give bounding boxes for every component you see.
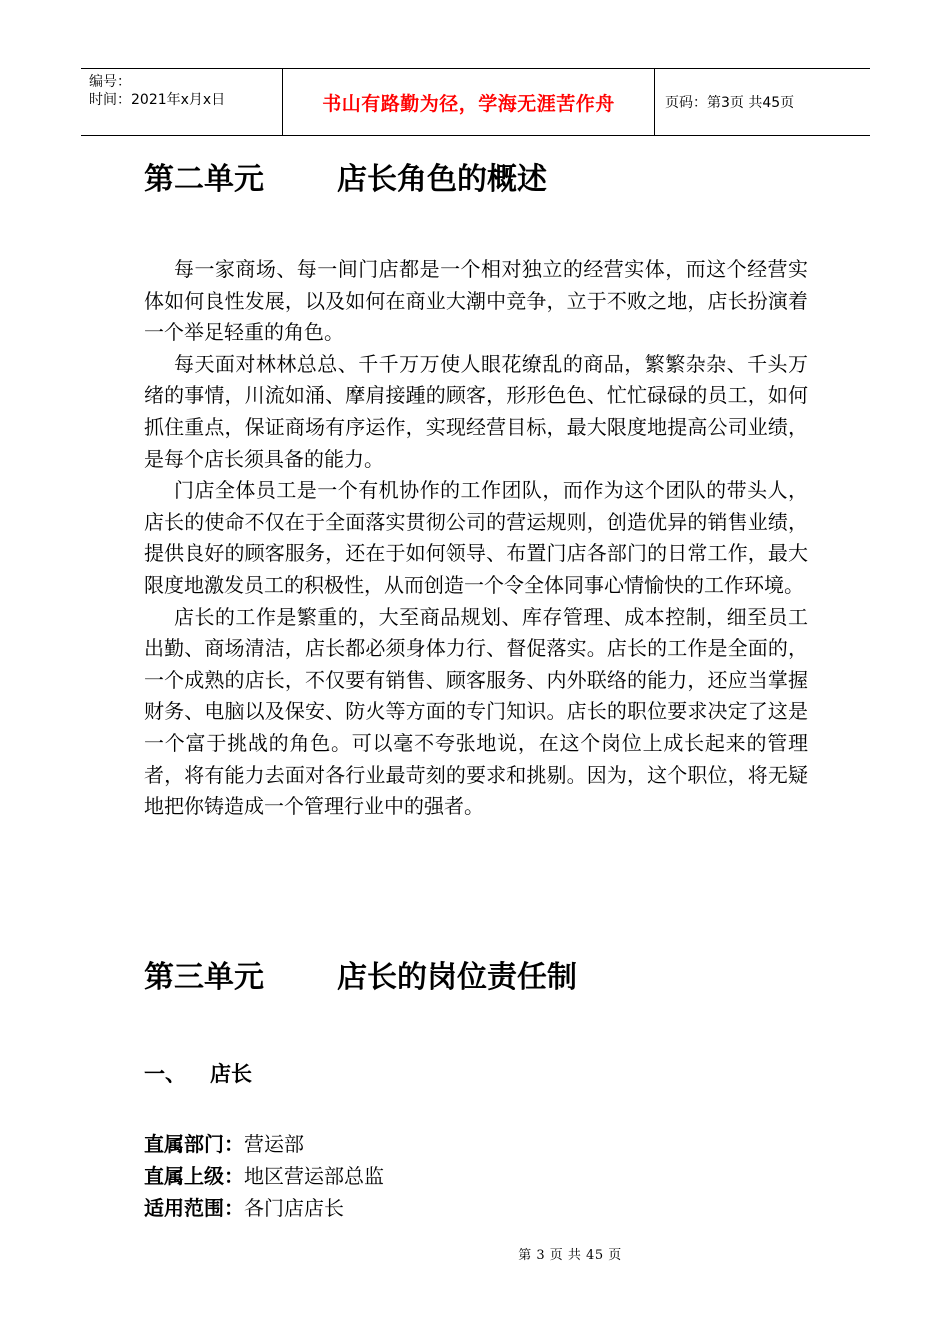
info-row-scope	[144, 1192, 384, 1224]
info-label: 直属上级：	[144, 1164, 244, 1188]
subsection-1-heading	[144, 1058, 252, 1090]
section-2-heading	[144, 160, 547, 200]
section-2-body	[144, 254, 808, 823]
header-motto: 书山有路勤为径，学海无涯苦作舟	[322, 92, 615, 115]
section-3-heading	[144, 958, 577, 998]
header-page-info: 页码：第3页 共45页	[665, 95, 795, 111]
header-motto-cell	[282, 69, 655, 135]
document-number: 编号：	[89, 74, 131, 90]
position-info-list	[144, 1128, 384, 1224]
section-3-number: 第三单元	[144, 960, 264, 995]
paragraph-1: 每一家商场、每一间门店都是一个相对独立的经营实体，而这个经营实体如何良性发展，以及如何在商业大潮中竞争，立于不败之地，店长扮演着一个举足轻重的角色。	[144, 257, 808, 345]
subsection-1-title: 店长	[210, 1062, 252, 1086]
info-row-supervisor	[144, 1160, 384, 1192]
info-value: 地区营运部总监	[244, 1164, 384, 1188]
paragraph-2: 每天面对林林总总、千千万万使人眼花缭乱的商品，繁繁杂杂、千头万绪的事情，川流如涌、摩肩接踵的顾客，形形色色、忙忙碌碌的员工，如何抓住重点，保证商场有序运作，实现经营目标，最大限度地提高公司业绩，是每个店长须具备的能力。	[144, 351, 808, 471]
info-value: 营运部	[244, 1132, 304, 1156]
info-value: 各门店店长	[244, 1196, 344, 1220]
paragraph-3: 门店全体员工是一个有机协作的工作团队，而作为这个团队的带头人，店长的使命不仅在于全面落实贯彻公司的营运规则，创造优异的销售业绩，提供良好的顾客服务，还在于如何领导、布置门店各部门的日常工作，最大限度地激发员工的积极性，从而创造一个令全体同事心情愉快的工作环境。	[144, 478, 808, 597]
section-3-title: 店长的岗位责任制	[337, 960, 577, 995]
header-meta-cell	[81, 69, 282, 135]
document-time: 时间：2021年x月x日	[89, 92, 226, 108]
info-label: 适用范围：	[144, 1196, 244, 1220]
section-2-number: 第二单元	[144, 162, 264, 197]
section-2-title: 店长角色的概述	[337, 162, 547, 197]
page-footer: 第 3 页 共 45 页	[518, 1248, 622, 1263]
paragraph-4: 店长的工作是繁重的，大至商品规划、库存管理、成本控制，细至员工出勤、商场清洁，店长都必须身体力行、督促落实。店长的工作是全面的，一个成熟的店长，不仅要有销售、顾客服务、内外联络的能力，还应当掌握财务、电脑以及保安、防火等方面的专门知识。店长的职位要求决定了这是一个富于挑战的角色。可以毫不夸张地说，在这个岗位上成长起来的管理者，将有能力去面对各行业最苛刻的要求和挑剔。因为，这个职位，将无疑地把你铸造成一个管理行业中的强者。	[144, 604, 808, 819]
header-page-cell	[655, 69, 870, 135]
info-row-department	[144, 1128, 384, 1160]
subsection-1-number: 一、	[144, 1062, 186, 1086]
info-label: 直属部门：	[144, 1132, 244, 1156]
header-table	[81, 68, 870, 136]
